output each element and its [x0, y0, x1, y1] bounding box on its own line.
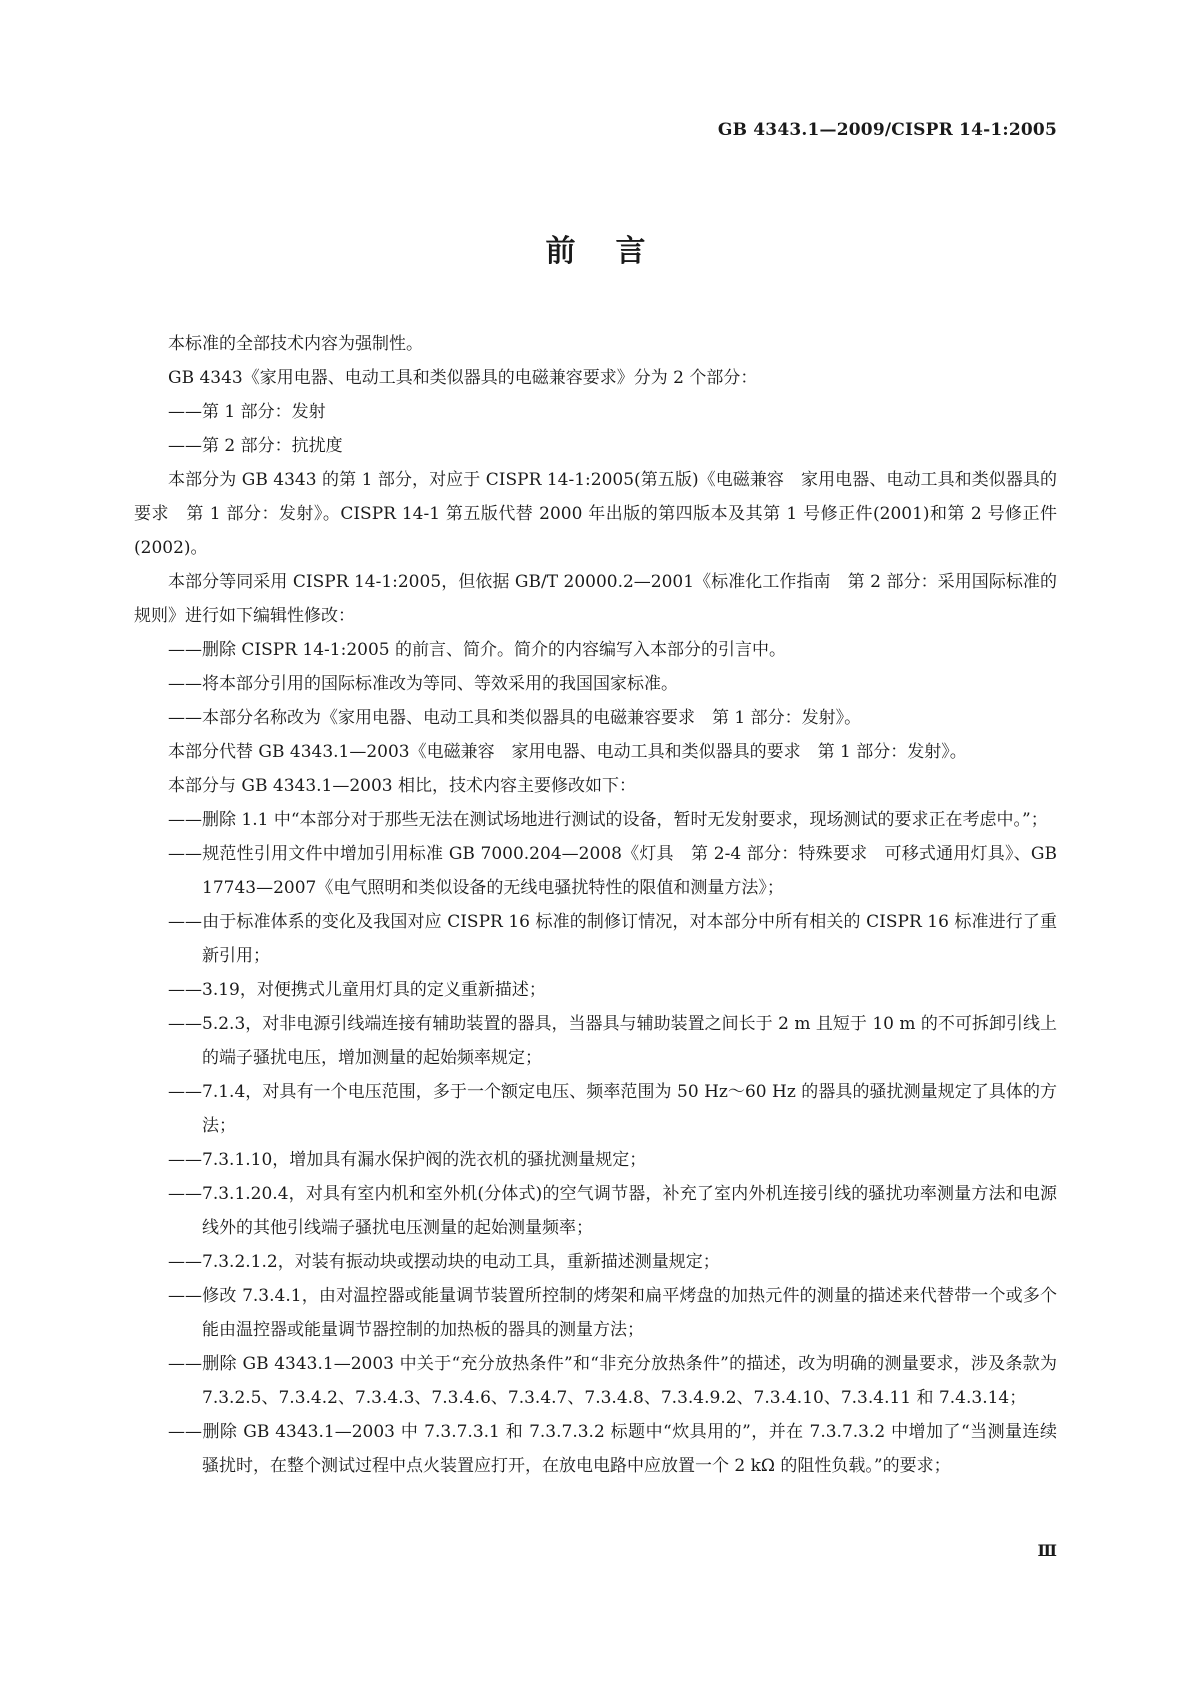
- list-item: ——本部分名称改为《家用电器、电动工具和类似器具的电磁兼容要求 第 1 部分：发射》。: [168, 708, 862, 728]
- page-number: Ⅲ: [1037, 1541, 1057, 1560]
- list-item: ——修改 7.3.4.1，由对温控器或能量调节装置所控制的烤架和扁平烤盘的加热元件的测量的描述来代替带一个或多个能由温控器或能量调节器控制的加热板的器具的测量方法；: [168, 1286, 1057, 1340]
- list-item: ——3.19，对便携式儿童用灯具的定义重新描述；: [168, 980, 546, 1000]
- document-body: [134, 327, 1057, 1483]
- paragraph: 本部分等同采用 CISPR 14-1:2005，但依据 GB/T 20000.2—2001《标准化工作指南 第 2 部分：采用国际标准的规则》进行如下编辑性修改：: [134, 572, 1057, 626]
- standard-code: GB 4343.1—2009/CISPR 14-1:2005: [717, 120, 1057, 140]
- paragraph: GB 4343《家用电器、电动工具和类似器具的电磁兼容要求》分为 2 个部分：: [168, 368, 758, 388]
- page-title: 前言: [545, 234, 686, 269]
- list-item: ——第 2 部分：抗扰度: [168, 436, 343, 456]
- paragraph: 本部分与 GB 4343.1—2003 相比，技术内容主要修改如下：: [168, 776, 637, 796]
- list-item: ——5.2.3，对非电源引线端连接有辅助装置的器具，当器具与辅助装置之间长于 2 m 且短于 10 m 的不可拆卸引线上的端子骚扰电压，增加测量的起始频率规定；: [168, 1014, 1057, 1068]
- paragraph: 本标准的全部技术内容为强制性。: [168, 334, 423, 354]
- list-item: ——7.3.1.10，增加具有漏水保护阀的洗衣机的骚扰测量规定；: [168, 1150, 647, 1170]
- list-item: ——将本部分引用的国际标准改为等同、等效采用的我国国家标准。: [168, 674, 678, 694]
- list-item: ——删除 GB 4343.1—2003 中 7.3.7.3.1 和 7.3.7.3.2 标题中“炊具用的”，并在 7.3.7.3.2 中增加了“当测量连续骚扰时，在整个测试过程中点火装置应打开，在放电电路中应放置一个 2 kΩ 的阻性负载。”的要求；: [168, 1422, 1057, 1476]
- list-item: ——删除 GB 4343.1—2003 中关于“充分放热条件”和“非充分放热条件”的描述，改为明确的测量要求，涉及条款为 7.3.2.5、7.3.4.2、7.3.4.3、7.3.4.6、7.3.4.7、7.3.4.8、7.3.4.9.2、7.3.4.10、7.3.4.11 和 7.4.3.14；: [168, 1354, 1057, 1408]
- list-item: ——删除 1.1 中“本部分对于那些无法在测试场地进行测试的设备，暂时无发射要求，现场测试的要求正在考虑中。”；: [168, 810, 1048, 830]
- list-item: ——7.3.1.20.4，对具有室内机和室外机(分体式)的空气调节器，补充了室内外机连接引线的骚扰功率测量方法和电源线外的其他引线端子骚扰电压测量的起始测量频率；: [168, 1184, 1057, 1238]
- list-item: ——由于标准体系的变化及我国对应 CISPR 16 标准的制修订情况，对本部分中所有相关的 CISPR 16 标准进行了重新引用；: [168, 912, 1057, 966]
- paragraph: 本部分代替 GB 4343.1—2003《电磁兼容 家用电器、电动工具和类似器具的要求 第 1 部分：发射》。: [168, 742, 967, 762]
- list-item: ——第 1 部分：发射: [168, 402, 326, 422]
- list-item: ——7.1.4，对具有一个电压范围，多于一个额定电压、频率范围为 50 Hz～60 Hz 的器具的骚扰测量规定了具体的方法；: [168, 1082, 1057, 1136]
- list-item: ——删除 CISPR 14-1:2005 的前言、简介。简介的内容编写入本部分的引言中。: [168, 640, 787, 660]
- list-item: ——7.3.2.1.2，对装有振动块或摆动块的电动工具，重新描述测量规定；: [168, 1252, 720, 1272]
- paragraph: 本部分为 GB 4343 的第 1 部分，对应于 CISPR 14-1:2005(第五版)《电磁兼容 家用电器、电动工具和类似器具的要求 第 1 部分：发射》。CISPR 14-1 第五版代替 2000 年出版的第四版本及其第 1 号修正件(2001)和第 2 号修正件(2002)。: [134, 470, 1057, 558]
- list-item: ——规范性引用文件中增加引用标准 GB 7000.204—2008《灯具 第 2-4 部分：特殊要求 可移式通用灯具》、GB 17743—2007《电气照明和类似设备的无线电骚扰特性的限值和测量方法》；: [168, 844, 1057, 898]
